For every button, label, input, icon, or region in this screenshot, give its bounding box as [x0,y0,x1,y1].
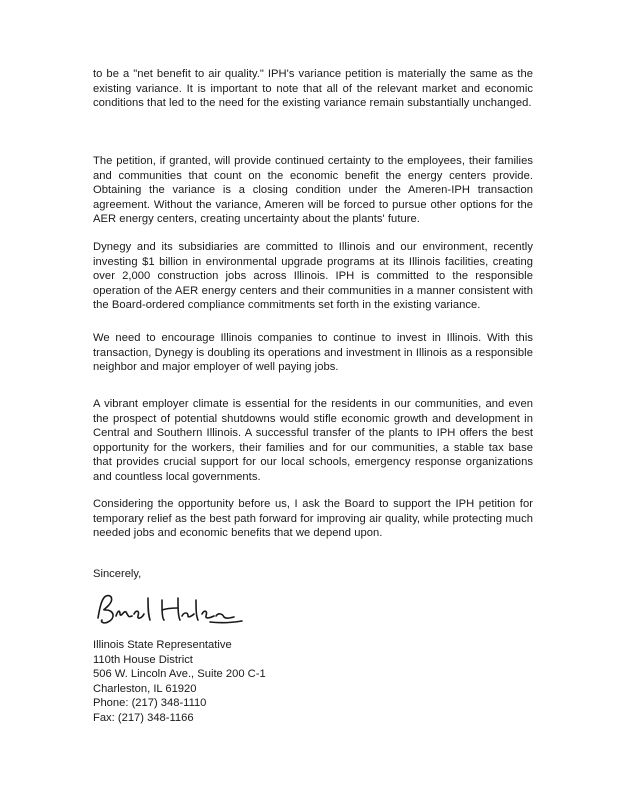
paragraph-air-quality: to be a "net benefit to air quality." IPH's variance petition is materially the same as the existing variance. It is important to note that all of the relevant market and economic conditions that led to the need for the existing variance remain substantially unchanged. [93,68,533,110]
sig-district: 110th House District [93,653,193,666]
paragraph-request-support: Considering the opportunity before us, I ask the Board to support the IPH petition for temporary relief as the best path forward for improving air quality, while protecting much needed jobs and economic benefits that we depend upon. [93,498,533,540]
paragraph-encourage-investment: We need to encourage Illinois companies to continue to invest in Illinois. With this transaction, Dynegy is doubling its operations and investment in Illinois as a responsible neighbor and major employer of well paying jobs. [93,332,533,374]
sig-city: Charleston, IL 61920 [93,682,197,695]
paragraph-dynegy-commitment: Dynegy and its subsidiaries are committed to Illinois and our environment, recently investing $1 billion in environmental upgrade programs at its Illinois facilities, creating over 2,000 construction jobs across Illinois. IPH is committed to the responsible operation of the AER energy centers and their communities in a manner consistent with the Board-ordered compliance commitments set forth in the existing variance. [93,241,533,312]
sig-address: 506 W. Lincoln Ave., Suite 200 C-1 [93,668,266,681]
paragraph-petition-certainty: The petition, if granted, will provide continued certainty to the employees, their families and communities that count on the economic benefit the energy centers provide. Obtaining the variance is a closing condition under the Ameren-IPH transaction agreement. Without the variance, Ameren will be forced to pursue other options for the AER energy centers, creating uncertainty about the plants' future. [93,155,533,226]
closing-salutation: Sincerely, [93,568,142,580]
sig-title: Illinois State Representative [93,639,232,651]
handwritten-signature [92,588,252,632]
paragraph-employer-climate: A vibrant employer climate is essential for the residents in our communities, and even the prospect of potential shutdowns would stifle economic growth and development in Central and Southern Illinois. A successful transfer of the plants to IPH offers the best opportunity for the workers, their families and for our communities, a stable tax base that provides crucial support for our local schools, emergency response organizations and countless local governments. [93,398,533,483]
sig-fax: Fax: (217) 348-1166 [93,711,194,724]
signature-block [93,638,266,726]
sig-phone: Phone: (217) 348-1110 [93,697,207,710]
